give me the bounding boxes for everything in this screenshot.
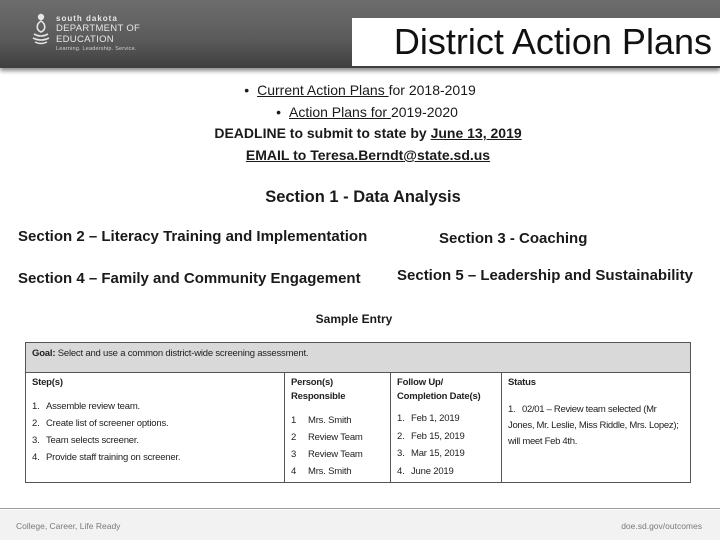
logo-state: south dakota [56,14,118,23]
page-title: District Action Plans [393,21,712,62]
status-entry: 1. 02/01 – Review team selected (Mr Jones, Mr. Leslie, Miss Riddle, Mrs. Lopez); will meet Feb 4th. [508,404,679,447]
footer-divider [0,508,720,509]
list-item: 4 Mrs. Smith [291,466,352,477]
section-2-literacy[interactable]: Section 2 – Literacy Training and Implementation [18,228,368,245]
goal-label: Goal: [32,348,56,359]
footer-url[interactable]: doe.sd.gov/outcomes [621,521,702,531]
deadline-date: June 13, 2019 [430,125,522,141]
sample-entry-table [25,342,691,483]
goal-text: Select and use a common district-wide screening assessment. [55,348,309,359]
header-bar [0,0,720,68]
steps-column [26,373,284,482]
new-plans-year: 2019-2020 [390,104,458,120]
person-header: Person(s) Responsible [291,377,346,402]
goal-row [26,343,690,373]
sd-doe-logo [30,12,200,52]
list-item: 1. Feb 1, 2019 [397,413,460,424]
person-column [284,373,390,482]
list-item: 3. Team selects screener. [32,435,139,446]
section-5-leadership[interactable]: Section 5 – Leadership and Sustainability [397,267,693,284]
person-list [291,412,384,480]
figure-logo-icon [30,12,52,48]
new-plans-line [0,102,720,122]
email-line [0,145,720,165]
section-4-family[interactable]: Section 4 – Family and Community Engagement [18,270,361,287]
list-item: 1 Mrs. Smith [291,415,352,426]
sample-entry-label: Sample Entry [315,312,393,326]
list-item: 2. Create list of screener options. [32,418,169,429]
dates-list [397,410,495,480]
list-item: 3. Mar 15, 2019 [397,448,465,459]
status-header: Status [508,377,536,388]
status-column [501,373,690,482]
current-plans-link[interactable]: Current Action Plans [257,82,389,98]
follow-up-header: Follow Up/ Completion Date(s) [397,377,481,402]
deadline-line [0,123,720,143]
list-item: 3 Review Team [291,449,363,460]
new-plans-link[interactable]: Action Plans for [289,104,391,120]
email-link[interactable]: EMAIL to Teresa.Berndt@state.sd.us [245,147,491,163]
bullet-icon: • [244,82,250,98]
footer-tagline: College, Career, Life Ready [16,521,121,531]
list-item: 4. June 2019 [397,465,454,477]
list-item: 1. Assemble review team. [32,401,141,412]
steps-list [32,398,278,466]
list-item: 4. Provide staff training on screener. [32,452,181,463]
steps-header: Step(s) [32,377,63,388]
list-item: 2. Feb 15, 2019 [397,430,465,442]
title-box [352,18,720,66]
logo-department: DEPARTMENT OF EDUCATION [56,23,141,45]
section-1-data-analysis[interactable]: Section 1 - Data Analysis [265,188,461,206]
current-plans-line [0,80,720,100]
logo-tagline: Learning. Leadership. Service. [56,46,137,52]
bullet-icon: • [276,104,281,120]
section-3-coaching[interactable]: Section 3 - Coaching [439,230,588,247]
follow-up-column [390,373,501,482]
logo-wordmark [56,14,200,54]
list-item: 2 Review Team [291,432,363,443]
deadline-text: DEADLINE to submit to state by [214,125,431,141]
current-plans-year: for 2018-2019 [388,82,476,98]
